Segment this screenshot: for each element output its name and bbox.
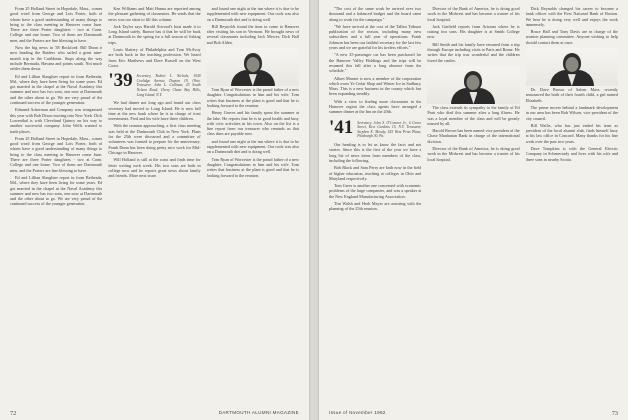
article-paragraph: Bill Wallis, who has just ended his term as president of the local alumni club, finds himself busy at his law office in Concord. Many thanks for his fine work over the past two years. (525, 122, 618, 144)
left-column-3 (207, 6, 299, 402)
class-officers: Secretary, John S. O'Connor Jr., 6 Grove Street, Kew Gardens 15, N.Y. Treasurer, Stephen E. Moody, 525 West Penn Plaza, Pittsburgh 30, Pa. (357, 120, 422, 139)
left-footer (10, 410, 299, 417)
issue-date: Issue of November 1962 (329, 410, 386, 415)
article-paragraph: and found one night at the inn where it is due to be supplemented with new equipment. Our cook was also on a Dartmouth diet and is doing well. (206, 6, 299, 22)
page-number: 73 (611, 410, 618, 417)
portrait-photo (427, 66, 519, 104)
article-paragraph: Tim Walsh and Herb Mayer are assisting with the planning of the 25th reunion. (329, 200, 422, 212)
article-paragraph: Edmund Ackerman and Company was reorganized this year with Bob Dixon moving into New York. Dick Lowenthal is with Cleveland Quincy on his way to another successful company. John Wells wanted to trade places. (10, 107, 103, 134)
article-paragraph: Ed and Lillian Slaughter report in from Bethesda, Md., where they have been living for some years. Ed got married in the chapel at the Naval Academy this summer and now has two sons, one now at Dartmouth and the other about to go. We are very proud of the continued success of the younger generation. (10, 174, 103, 207)
portrait-photo (526, 48, 618, 86)
article-paragraph: Jack Garfield reports from Arizona where he is raising two sons. His daughter is at Smith College now. (427, 23, 520, 40)
article-paragraph: Albert Manser is now a member of the corporation which owns Ye Cedar Shop and Winter Ice in Sudbury, Mass. This is a new business in the county which has been expanding steadily. (329, 75, 422, 97)
article-paragraph: Tom Ryan of Worcester is the proud father of a new daughter. Congratulations to him and his wife. Tom writes that business at the plant is good and that he is looking forward to the reunion. (206, 87, 299, 108)
article-paragraph: Bill Smith and his family have returned from a trip through Europe including visits to Paris and Rome. He writes that the trip was wonderful and the children loved the castles. (427, 41, 520, 63)
class-year-number: '41 (329, 116, 354, 138)
article-paragraph: Harold Brown has been named vice president of the Chase Manhattan Bank in charge of the international division. (427, 128, 520, 144)
article-paragraph: From 25 Holland Street in Hopedale, Mass., comes good word from George and Lois Porter, both of whom have a good understanding of many things to bring to the class meeting in Hanover come June. There are three Porter daughters - two at Conn. College and one home. Two of them are Dartmouth men, and the Porters are fine blessing to have. (10, 135, 103, 173)
right-column-2 (427, 6, 519, 402)
article-paragraph: and found one night at the inn where it is due to be supplemented with new equipment. Our cook was also on a Dartmouth diet and is doing well. (206, 138, 299, 155)
right-page (318, 0, 628, 420)
article-paragraph: Bob Black and Sam Perry are both now in the field of higher education, teaching at colleges in Ohio and Maryland respectively. (329, 165, 422, 181)
class-officers: Secretary, Robert L. Nichols, 1040 Coolidge Avenue, Dayton 19, Ohio. Treasurer, John L. Cullinan, 25 South Nelson Road, Chevy Chase Bay Hills, Long Island, N.Y. (136, 74, 201, 97)
article-paragraph: Louis Slattery of Philadelphia and Tom McAvoy are both back in the teaching profession. We heard from Eric Matthews and Dave Russell on the West Coast. (108, 47, 201, 68)
article-paragraph: "We have arrived at the cost of the Talbot Tribune publication of the season, including many new subscribers and a full year of operations. Frank Johnson has been our faithful secretary for the last few years and we are grateful for his tireless efforts." (329, 23, 422, 51)
article-paragraph: Director of the Bank of America, he is doing good work in the Midwest and has become a trustee of his local hospital. (427, 6, 520, 22)
article-paragraph: With a view to finding more classmates in the Hanover region the class agents have arranged a summer dinner at the Inn on the 20th. (329, 98, 422, 115)
article-paragraph: Tom Greer is another one concerned with economic problems of the large companies, and was a speaker at the New England Manufacturing Association. (329, 183, 422, 199)
article-paragraph: The class extends its sympathy to the family of Ed Pratt who died this summer after a long illness. He was a loyal member of the class and will be greatly missed by all. (427, 104, 520, 126)
class-heading-41 (329, 116, 422, 139)
article-paragraph: Tom Ryan of Worcester is the proud father of a new daughter. Congratulations to him and his wife. Tom writes that business at the plant is good and that he is looking forward to the reunion. (206, 156, 299, 178)
page-number: 72 (10, 410, 17, 417)
right-column-1 (329, 6, 421, 402)
portrait-face (246, 57, 259, 72)
article-paragraph: Bruce Hall and Tony Davis are in charge of the reunion planning committee. Anyone wishing to help should contact them at once. (525, 29, 618, 45)
article-paragraph: Ken Williams and Matt Hanna are reported among the pleasant gathering of classmates. He sends that the news was too short to fill this column. (108, 6, 201, 22)
article-paragraph: Dave Tompkins is with the General Electric Company in Schenectady and lives with his wife and three sons in nearby Scotia. (525, 146, 618, 162)
portrait-face (467, 75, 480, 90)
article-paragraph: Henry Graves and his family spent the summer at the lake. He reports that he is in good health and busy with civic activities in his town. Also on the list is a fine report from our treasurer who reminds us that class dues are payable now. (206, 110, 299, 137)
article-paragraph: From 25 Holland Street in Hopedale, Mass., comes good word from George and Lois Porter, both of whom have a good understanding of many things to bring to the class meeting in Hanover come June. There are three Porter daughters - two at Conn. College and one home. Two of them are Dartmouth men, and the Porters are fine blessing to have. (10, 6, 103, 43)
article-paragraph: Jack Taylor says Harold Atwood's boat made it to Long Island safely. Rumor has it that he will be back at Dartmouth in the spring for a full season of fishing trips. (108, 23, 201, 45)
article-paragraph: Ed and Lillian Slaughter report in from Bethesda, Md., where they have been living for some years. Ed got married in the chapel at the Naval Academy this summer and now has two sons, one now at Dartmouth and the other about to go. We are very proud of the continued success of the younger generation. (10, 73, 103, 106)
article-paragraph: Director of the Bank of America, he is doing good work in the Midwest and has become a trustee of his local hospital. (427, 146, 520, 162)
article-paragraph: "A new 25-passenger car has been purchased for the Hanover Valley Holdings and the trips will be resumed this fall after a long absence from the schedule." (329, 52, 422, 74)
article-paragraph: "The cost of the same work he arrived over two thousand and a balanced budget and the board came along to work for the campaign." (329, 6, 422, 22)
article-paragraph: Our heading is to let us know the facts and not stories. Since this is the first of the year we have a long list of news items from members of the class, including the following. (329, 142, 422, 163)
portrait-photo (207, 48, 299, 86)
class-heading-39 (108, 72, 200, 97)
right-footer (329, 410, 618, 417)
article-paragraph: The prime mover behind a landmark development in our area has been Bob Wilson, vice president of the city council. (525, 104, 618, 121)
left-column-2 (108, 6, 200, 402)
portrait-face (565, 57, 578, 72)
article-paragraph: Bill Reynolds found the time to come to Hanover after visiting his son in Vermont. He brought news of several classmates including Jack Mercer, Dick Hall and Bob Alden. (206, 23, 299, 45)
left-column-1 (10, 6, 102, 402)
article-paragraph: Dick Reynolds changed his career to become a bank officer with the First National Bank of Boston. We hear he is doing very well and enjoys the work immensely. (525, 6, 618, 27)
article-paragraph: Dr. Dave Brown of Salem Mass. recently announced the birth of their fourth child, a girl named Elizabeth. (525, 87, 618, 103)
article-paragraph: With the reunion approaching, a first class meeting was held at the Dartmouth Club in New York. Plans for the 25th were discussed and a committee of volunteers was formed to prepare for the anniversary. Frank Dunn has been doing pretty nice work for Mid-Chicago in Hanover. (108, 123, 201, 155)
article-paragraph: We had dinner not long ago and found our class secretary had moved to Long Island. He is now full time at the new bank where he is in charge of trust investments. Fred and his wife have three children. (108, 100, 201, 122)
article-paragraph: Now the big news in '38 Rockford: Bill Dunn is now heading the Raiders who sailed a great nine-month trip in the Caribbean. Stops along the way include Bermuda, Havana and points south. Not much settles them down. (10, 45, 103, 72)
article-paragraph: Will Holland is still at the coast and finds time for letter writing each week. His two sons are both in college now and he reports great news about family and friends. More next issue. (108, 157, 201, 179)
magazine-title: DARTMOUTH ALUMNI MAGAZINE (218, 410, 299, 415)
class-year-number: '39 (108, 70, 133, 92)
left-page (0, 0, 310, 420)
right-column-3 (526, 6, 618, 402)
